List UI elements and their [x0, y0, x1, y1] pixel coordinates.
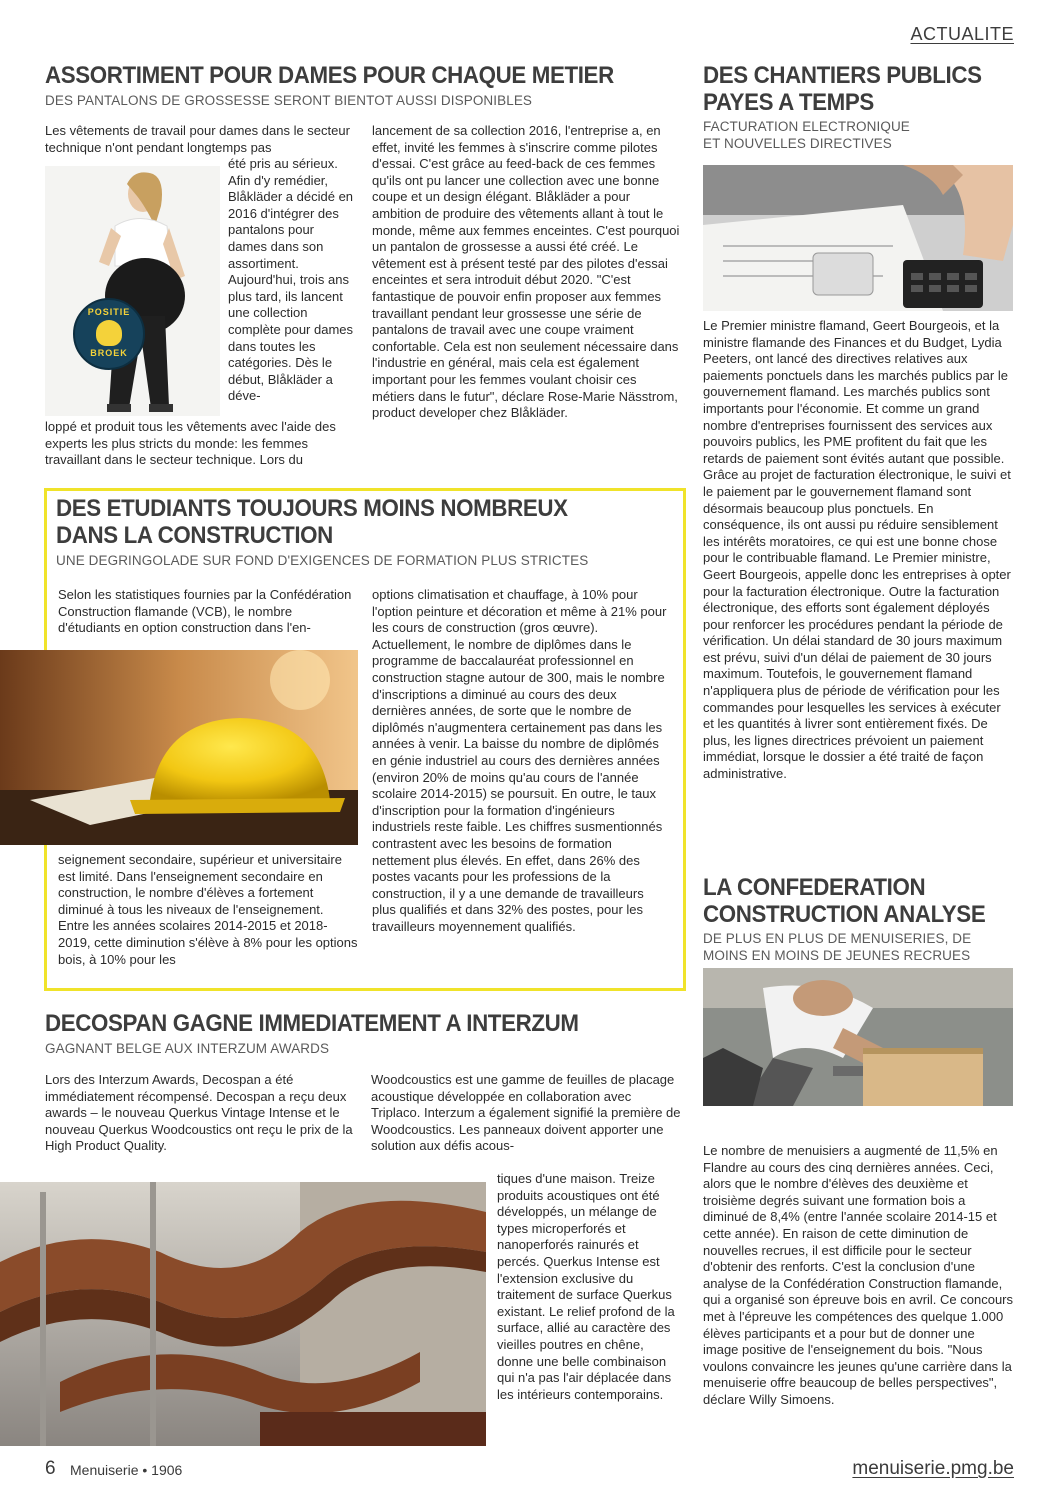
article-body-col1-top: Selon les statistiques fournies par la Confédération Construction flamande (VCB), le nombre d'étudiants en option construction dans l'en- [58, 587, 352, 636]
pregnant-worker-photo [45, 166, 220, 416]
article-body: Le Premier ministre flamand, Geert Bourgeois, et la ministre flamande des Finances et du Budget, Lydia Peeters, ont lancé des directives relatives aux paiements ponctuels dans les marchés publics par le gouvernement flamand. Les marchés publics sont importants pour l'économie. Et comme un grand nombre d'entreprises fournissent des services aux pouvoirs publics, les PME profitent du fait que les retards de paiement sont évités autant que possible. Grâce au projet de facturation électronique, le suivi et le paiement par le gouvernement flamand sont désormais beaucoup plus ponctuels. En conséquence, ils ont aussi pu réduire sensiblement les intérêts moratoires, ce qui est une bonne chose pour le contribuable flamand. Le Premier ministre, Geert Bourgeois, appelle donc les entreprises à opter pour la facturation électronique. Outre la facturation électronique, des efforts sont également déployés pour renforcer les procédures pendant la période de vérification. Un délai standard de 30 jours maximum est prévu, suivi d'un délai de paiement de 30 jours maximum. Toutefois, le gouvernement flamand n'appliquera plus de période de vérification pour les commandes pour lesquelles les services à exécuter et les quantités à livrer sont entièrement fixés. De plus, les lignes directrices prévoient un paiement immédiat, lorsque le dossier a été traité de façon administrative. [703, 318, 1011, 782]
positive-pants-badge-icon [73, 298, 145, 370]
article-confederation [703, 874, 1015, 1449]
badge-bottom-text: BROEK [90, 348, 128, 358]
publication-name: Menuiserie • 1906 [70, 1462, 183, 1478]
article-body: Le nombre de menuisiers a augmenté de 11,5% en Flandre au cours des cinq dernières années. Ceci, alors que le nombre d'élèves des deuxième et troisième degrés suivant une formation bois a diminué de 8,4% (entre l'année scolaire 2014-15 et cette année). En raison de cette diminution de nouvelles recrues, il est difficile pour le secteur d'obtenir des renforts. C'est la conclusion d'une analyse de la Confédération Construction flamande, qui a organisé son épreuve bois en avril. Ce concours met à l'épreuve les compétences des quelque 1.000 élèves participants et a pour but de donner une image positive de l'enseignement du bois. "Nous voulons convaincre les jeunes qu'une carrière dans la menuiserie offre beaucoup de belles perspectives", déclare Willy Simoens. [703, 1143, 1013, 1407]
article-body-col2-bottom: tiques d'une maison. Treize produits acoustiques ont été développés, un mélange de types microperforés et nanoperforés rainurés et percés. Querkus Intense est l'extension exclusive du traitement de surface Querkus existant. Le relief profond de la surface, allié au caractère des vieilles poutres en chêne, donne une belle combinaison qui n'a pas l'air déplacée dans les intérieurs contemporains. [497, 1171, 675, 1402]
wood-interior-photo [0, 1182, 486, 1446]
article-women-workwear [45, 62, 685, 482]
badge-top-text: POSITIE [87, 307, 131, 317]
hard-hat-photo [0, 650, 358, 845]
article-subtitle: UNE DEGRINGOLADE SUR FOND D'EXIGENCES DE FORMATION PLUS STRICTES [56, 553, 589, 568]
article-body-col1-top: Les vêtements de travail pour dames dans le secteur technique n'ont pendant longtemps pas [45, 123, 350, 155]
article-body-col1-bottom: loppé et produit tous les vêtements avec l'aide des experts les plus stricts du monde: les femmes travaillant dans le secteur technique. Lors du [45, 419, 336, 468]
article-subtitle: FACTURATION ELECTRONIQUE [703, 119, 910, 134]
article-title: DES ETUDIANTS TOUJOURS MOINS NOMBREUX [56, 495, 568, 522]
page-number: 6 [45, 1458, 56, 1479]
article-body-col1-bottom: seignement secondaire, supérieur et universitaire est limité. Dans l'enseignement secondaire en construction, le nombre d'élèves a fortement diminué à tous les niveaux de l'enseignement. Entre les années scolaires 2014-2015 et 2018-2019, cette diminution s'élève à 8% pour les options bois, à 10% pour les [58, 852, 358, 967]
section-label: ACTUALITE [910, 24, 1014, 44]
article-subtitle: DES PANTALONS DE GROSSESSE SERONT BIENTOT AUSSI DISPONIBLES [45, 93, 533, 108]
article-title-line2: CONSTRUCTION ANALYSE [703, 901, 986, 928]
article-title-line2: PAYES A TEMPS [703, 89, 874, 116]
article-students [0, 495, 686, 985]
article-title: ASSORTIMENT POUR DAMES POUR CHAQUE METIER [45, 62, 614, 89]
invoice-calculator-photo [703, 165, 1013, 311]
article-title: DES CHANTIERS PUBLICS [703, 62, 982, 89]
article-title-line2: DANS LA CONSTRUCTION [56, 522, 333, 549]
article-body-col2: lancement de sa collection 2016, l'entreprise a, en effet, invité les femmes à s'inscrire comme pilotes d'essai. C'est grâce au feed-back de ces femmes qu'ils ont pu lancer une collection avec une bonne coupe et un design élégant. Blåkläder a pour ambition de produire des vêtements allant à tout le monde, même aux femmes enceintes. C'est pourquoi un pantalon de grossesse a aussi été créé. Le vêtement est à présent testé par des pilotes d'essai enceintes et sera introduit début 2020. "C'est fantastique de pouvoir enfin proposer aux femmes travaillant pendant leur grossesse une série de pantalons de travail avec une coupe vraiment confortable. Cela est non seulement nécessaire dans l'industrie en général, mais cela est également important pour les femmes voulant choisir ces métiers dans le futur", déclare Rose-Marie Nässtrom, product developer chez Blåkläder. [372, 123, 680, 421]
article-body-col2: options climatisation et chauffage, à 10% pour l'option peinture et décoration et même à 21% pour les cours de construction (gros œuvre). Actuellement, le nombre de diplômes dans le programme de baccalauréat professionnel en construction stagne autour de 300, mais le nombre d'inscriptions a diminué au cours des deux dernières années, de sorte que le nombre de diplômés n'augmentera certainement pas dans les années à venir. La baisse du nombre de diplômés en génie industriel au cours des dernières années (environ 20% de moins qu'au cours de l'année scolaire 2014-2015) se poursuit. En outre, le taux d'inscription pour la formation d'ingénieurs industriels reste faible. Les chiffres susmentionnés contrastent avec les besoins de formation nettement plus élevés. En effet, dans 26% des postes vacants pour les professions de la construction, il y a une demande de travailleurs plus qualifiés et dans 32% des postes, pour les travailleurs moyennement qualifiés. [372, 587, 667, 934]
article-subtitle-line2: ET NOUVELLES DIRECTIVES [703, 136, 892, 151]
article-subtitle: DE PLUS EN PLUS DE MENUISERIES, DE [703, 931, 972, 946]
article-subtitle-line2: MOINS EN MOINS DE JEUNES RECRUES [703, 948, 971, 963]
article-body-col1-wrap: été pris au sérieux. Afin d'y remédier, Blåkläder a décidé en 2016 d'intégrer des pantalons pour dames dans son assortiment. Aujourd'hui, trois ans plus tard, ils lancent une collection complète pour dames dans toutes les catégories. Dès le début, Blåkläder a déve- [228, 156, 354, 404]
website-link[interactable]: menuiserie.pmg.be [852, 1458, 1014, 1479]
article-decospan [0, 1010, 690, 1450]
article-body-col1: Lors des Interzum Awards, Decospan a été immédiatement récompensé. Decospan a reçu deux awards – le nouveau Querkus Vintage Intense et le nouveau Querkus Woodcoustics ont reçu le prix de la High Product Quality. [45, 1072, 353, 1154]
article-public-works [703, 62, 1015, 852]
article-subtitle: GAGNANT BELGE AUX INTERZUM AWARDS [45, 1041, 330, 1056]
article-title: DECOSPAN GAGNE IMMEDIATEMENT A INTERZUM [45, 1010, 579, 1037]
article-body-col2-top: Woodcoustics est une gamme de feuilles de placage acoustique développée en collaboration avec Triplaco. Interzum a également signifié la première de Woodcoustics. Les panneaux doivent apporter une solution aux défis acous- [371, 1072, 681, 1154]
carpenter-photo [703, 968, 1013, 1106]
article-title: LA CONFEDERATION [703, 874, 926, 901]
